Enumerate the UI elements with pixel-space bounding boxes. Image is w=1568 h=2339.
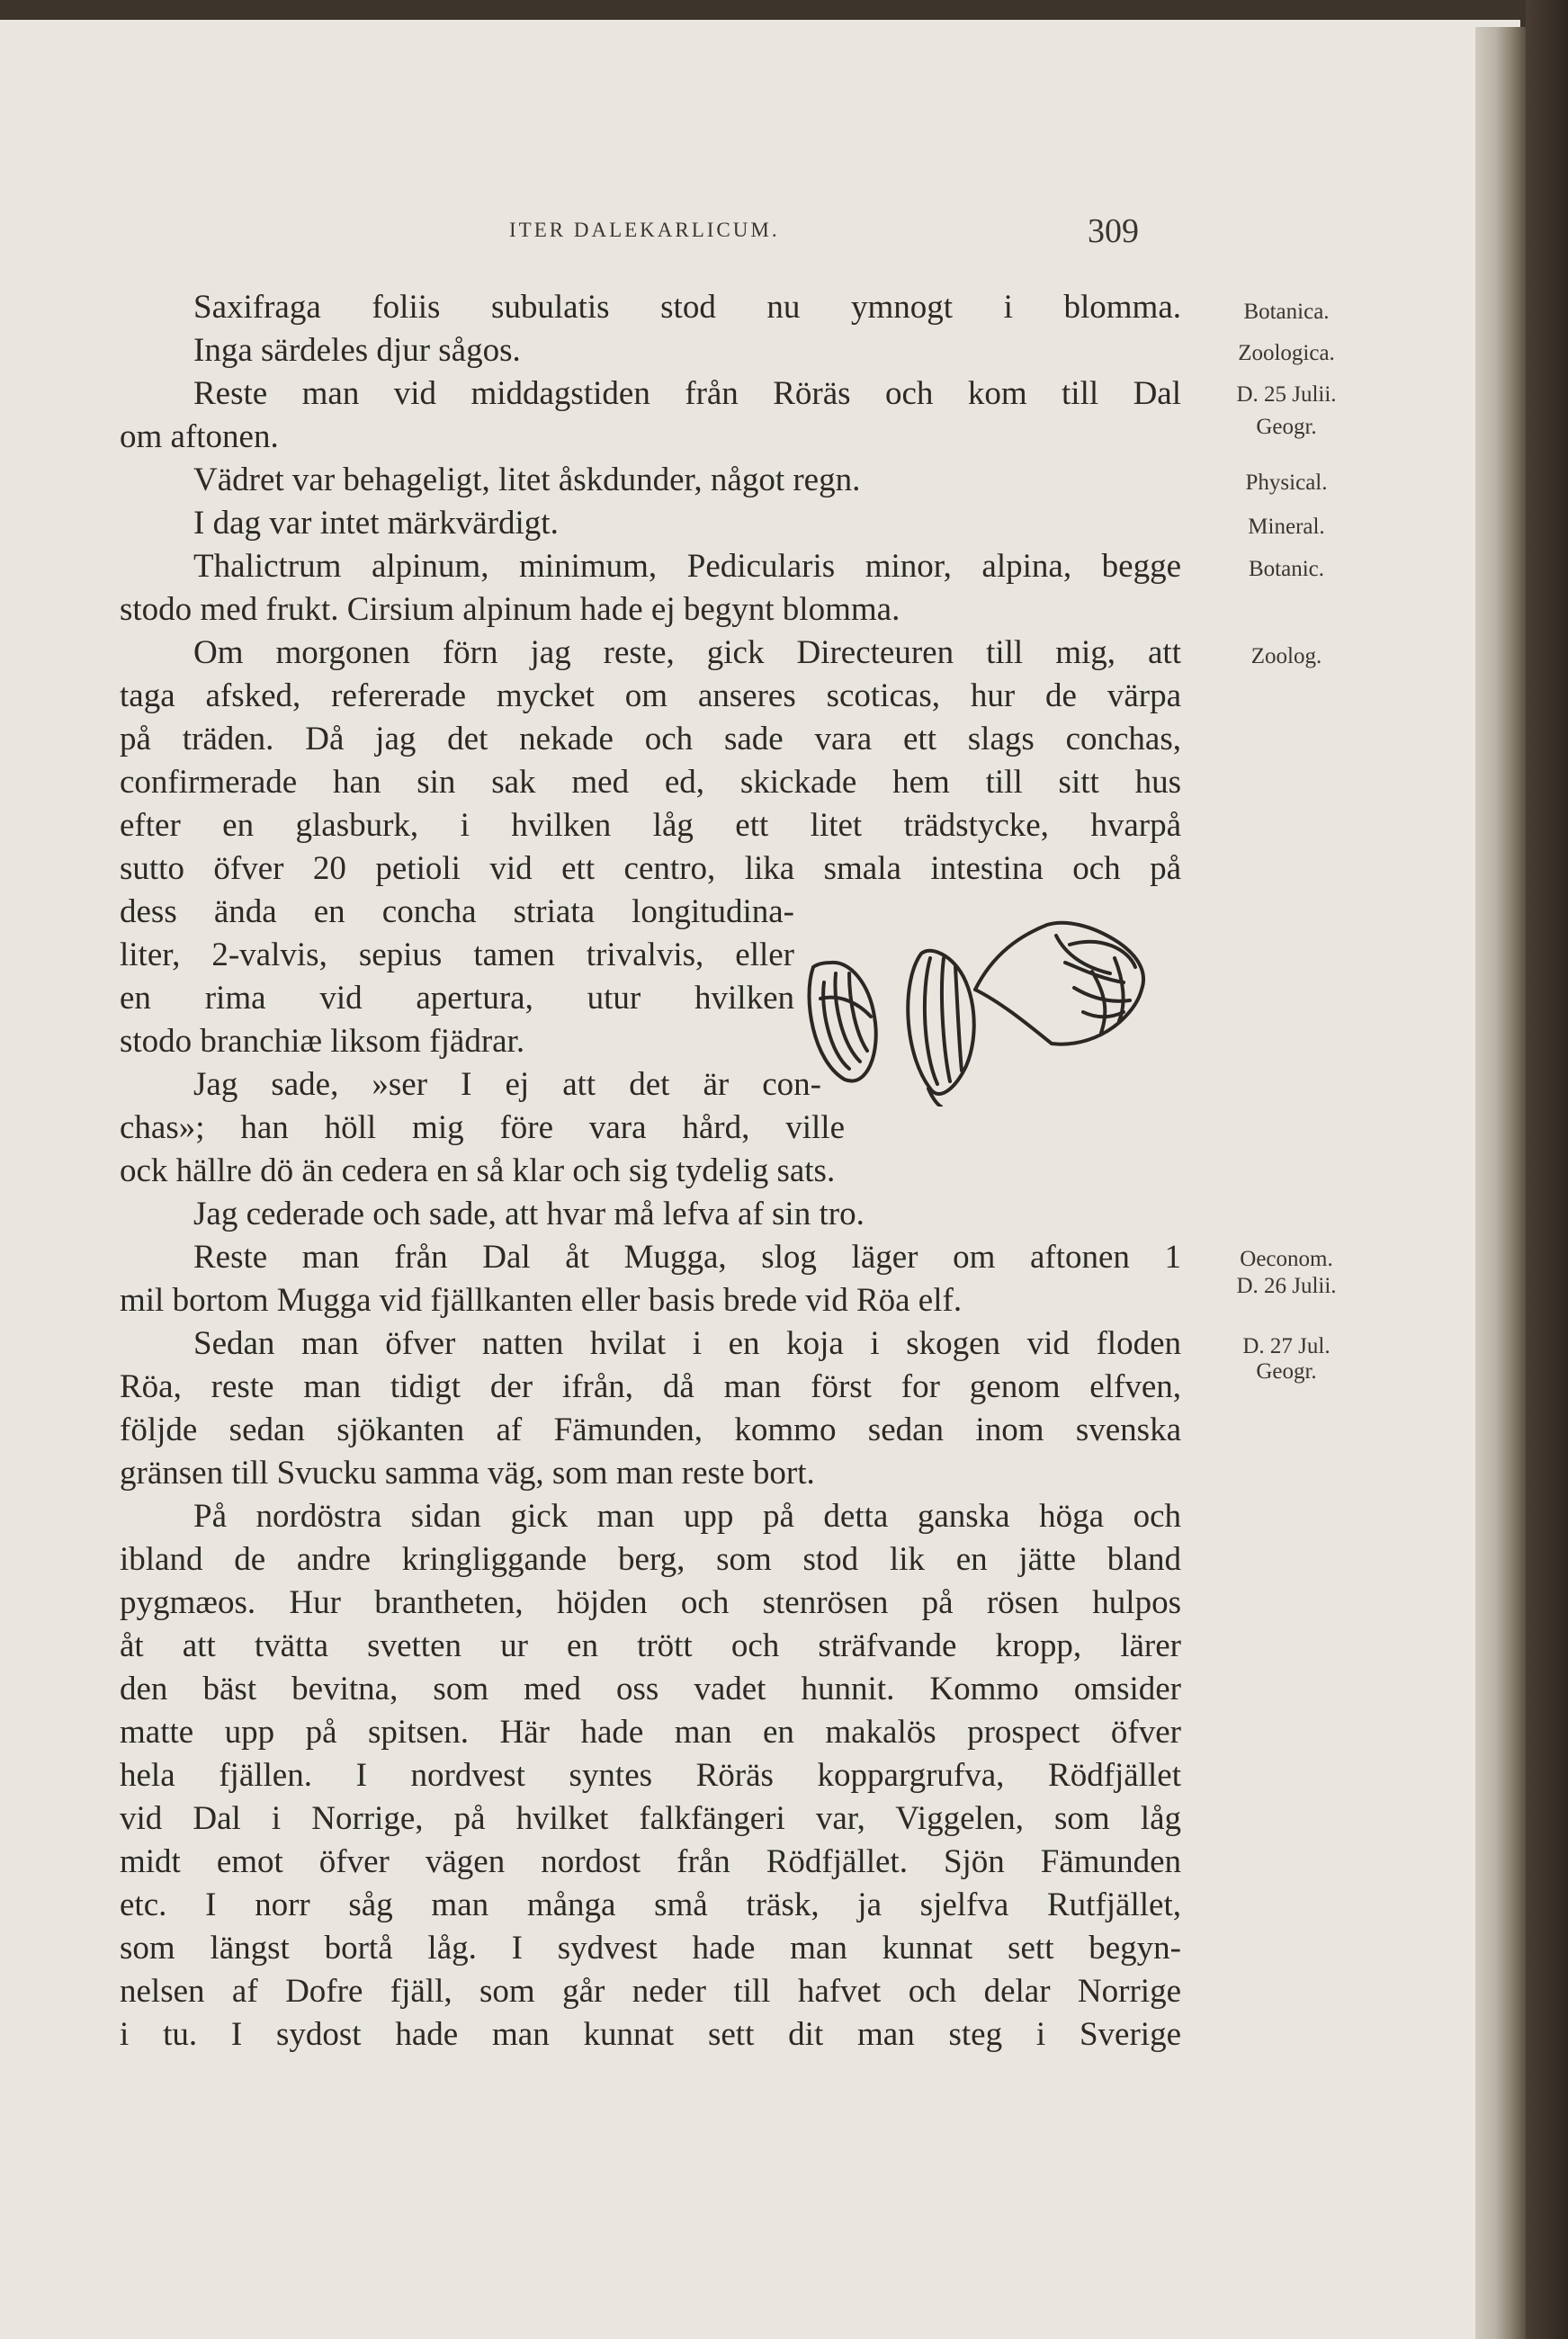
running-title: ITER DALEKARLICUM. [509, 219, 780, 241]
text-line: gränsen till Svucku samma väg, som man reste bort. [120, 1455, 815, 1492]
text-line: Sedan man öfver natten hvilat i en koja i skogen vid floden [193, 1325, 1181, 1362]
text-line: vid Dal i Norrige, på hvilket falkfängeri var, Viggelen, som låg [120, 1800, 1181, 1837]
page-header [0, 212, 1568, 255]
margin-note: Botanic. [1248, 557, 1324, 581]
text-line: confirmerade han sin sak med ed, skickade hem till sitt hus [120, 764, 1181, 801]
text-line: Reste man från Dal åt Mugga, slog läger om aftonen 1 [193, 1239, 1181, 1276]
margin-note: Physical. [1245, 470, 1328, 495]
text-line: på träden. Då jag det nekade och sade vara ett slags conchas, [120, 721, 1181, 757]
shell-left [809, 963, 875, 1081]
text-line: Röa, reste man tidigt der ifrån, då man först for genom elfven, [120, 1368, 1181, 1405]
text-line: nelsen af Dofre fjäll, som går neder till hafvet och delar Norrige [120, 1973, 1181, 2010]
text-line: Reste man vid middagstiden från Röräs och kom till Dal [193, 375, 1181, 412]
shell-right [975, 923, 1143, 1044]
text-line: sutto öfver 20 petioli vid ett centro, lika smala intestina och på [120, 850, 1181, 887]
text-line: följde sedan sjökanten af Fämunden, kommo sedan inom svenska [120, 1411, 1181, 1448]
text-line: pygmæos. Hur brantheten, höjden och stenrösen på rösen hulpos [120, 1584, 1181, 1621]
margin-note: Geogr. [1256, 415, 1317, 439]
text-line: midt emot öfver vägen nordost från Rödfjället. Sjön Fämunden [120, 1843, 1181, 1880]
text-line: om aftonen. [120, 418, 279, 455]
text-line: Saxifraga foliis subulatis stod nu ymnogt i blomma. [193, 289, 1181, 326]
margin-note: D. 27 Jul. [1242, 1334, 1331, 1358]
text-line: I dag var intet märkvärdigt. [193, 505, 559, 542]
barnacle-illustration [795, 918, 1155, 1107]
text-line: stodo med frukt. Cirsium alpinum hade ej begynt blomma. [120, 591, 900, 628]
margin-note: D. 26 Julii. [1236, 1274, 1337, 1298]
text-line: matte upp på spitsen. Här hade man en makalös prospect öfver [120, 1714, 1181, 1751]
text-line: efter en glasburk, i hvilken låg ett litet trädstycke, hvarpå [120, 807, 1181, 844]
text-line: Thalictrum alpinum, minimum, Pedicularis minor, alpina, begge [193, 548, 1181, 585]
text-line: ock hällre dö än cedera en så klar och sig tydelig sats. [120, 1152, 836, 1189]
margin-note: Geogr. [1256, 1359, 1317, 1384]
text-line: mil bortom Mugga vid fjällkanten eller basis brede vid Röa elf. [120, 1282, 963, 1319]
text-line: dess ända en concha striata longitudina- [120, 893, 794, 930]
shell-middle [908, 951, 973, 1107]
text-line: stodo branchiæ liksom fjädrar. [120, 1023, 525, 1060]
margin-note: Botanica. [1243, 300, 1330, 324]
text-line: Jag sade, »ser I ej att det är con- [193, 1066, 821, 1103]
text-line: taga afsked, refererade mycket om anseres scoticas, hur de värpa [120, 677, 1181, 714]
text-line: På nordöstra sidan gick man upp på detta ganska höga och [193, 1498, 1181, 1535]
text-line: som längst bortå låg. I sydvest hade man kunnat sett begyn- [120, 1930, 1181, 1967]
text-line: den bäst bevitna, som med oss vadet hunnit. Kommo omsider [120, 1671, 1181, 1707]
page-edge [1475, 27, 1526, 2339]
margin-note: Oeconom. [1240, 1247, 1333, 1271]
book-cover-edge [1526, 0, 1568, 2339]
page-number: 309 [1088, 212, 1139, 250]
margin-note: D. 25 Julii. [1236, 382, 1337, 407]
text-line: Vädret var behageligt, litet åskdunder, något regn. [193, 462, 861, 498]
text-line: åt att tvätta svetten ur en trött och sträfvande kropp, lärer [120, 1627, 1181, 1664]
text-line: etc. I norr såg man många små träsk, ja sjelfva Rutfjället, [120, 1886, 1181, 1923]
text-line: Jag cederade och sade, att hvar må lefva af sin tro. [193, 1196, 865, 1232]
margin-note: Mineral. [1248, 515, 1325, 539]
text-line: hela fjällen. I nordvest syntes Röräs koppargrufva, Rödfjället [120, 1757, 1181, 1794]
text-line: Om morgonen förn jag reste, gick Directeuren till mig, att [193, 634, 1181, 671]
text-line: Inga särdeles djur sågos. [193, 332, 521, 369]
text-line: en rima vid apertura, utur hvilken [120, 980, 794, 1017]
text-line: chas»; han höll mig före vara hård, ville [120, 1109, 845, 1146]
margin-note: Zoolog. [1250, 644, 1322, 668]
margin-note: Zoologica. [1238, 341, 1335, 365]
text-line: liter, 2-valvis, sepius tamen trivalvis, eller [120, 936, 794, 973]
text-line: i tu. I sydost hade man kunnat sett dit man steg i Sverige [120, 2016, 1181, 2053]
text-line: ibland de andre kringliggande berg, som stod lik en jätte bland [120, 1541, 1181, 1578]
